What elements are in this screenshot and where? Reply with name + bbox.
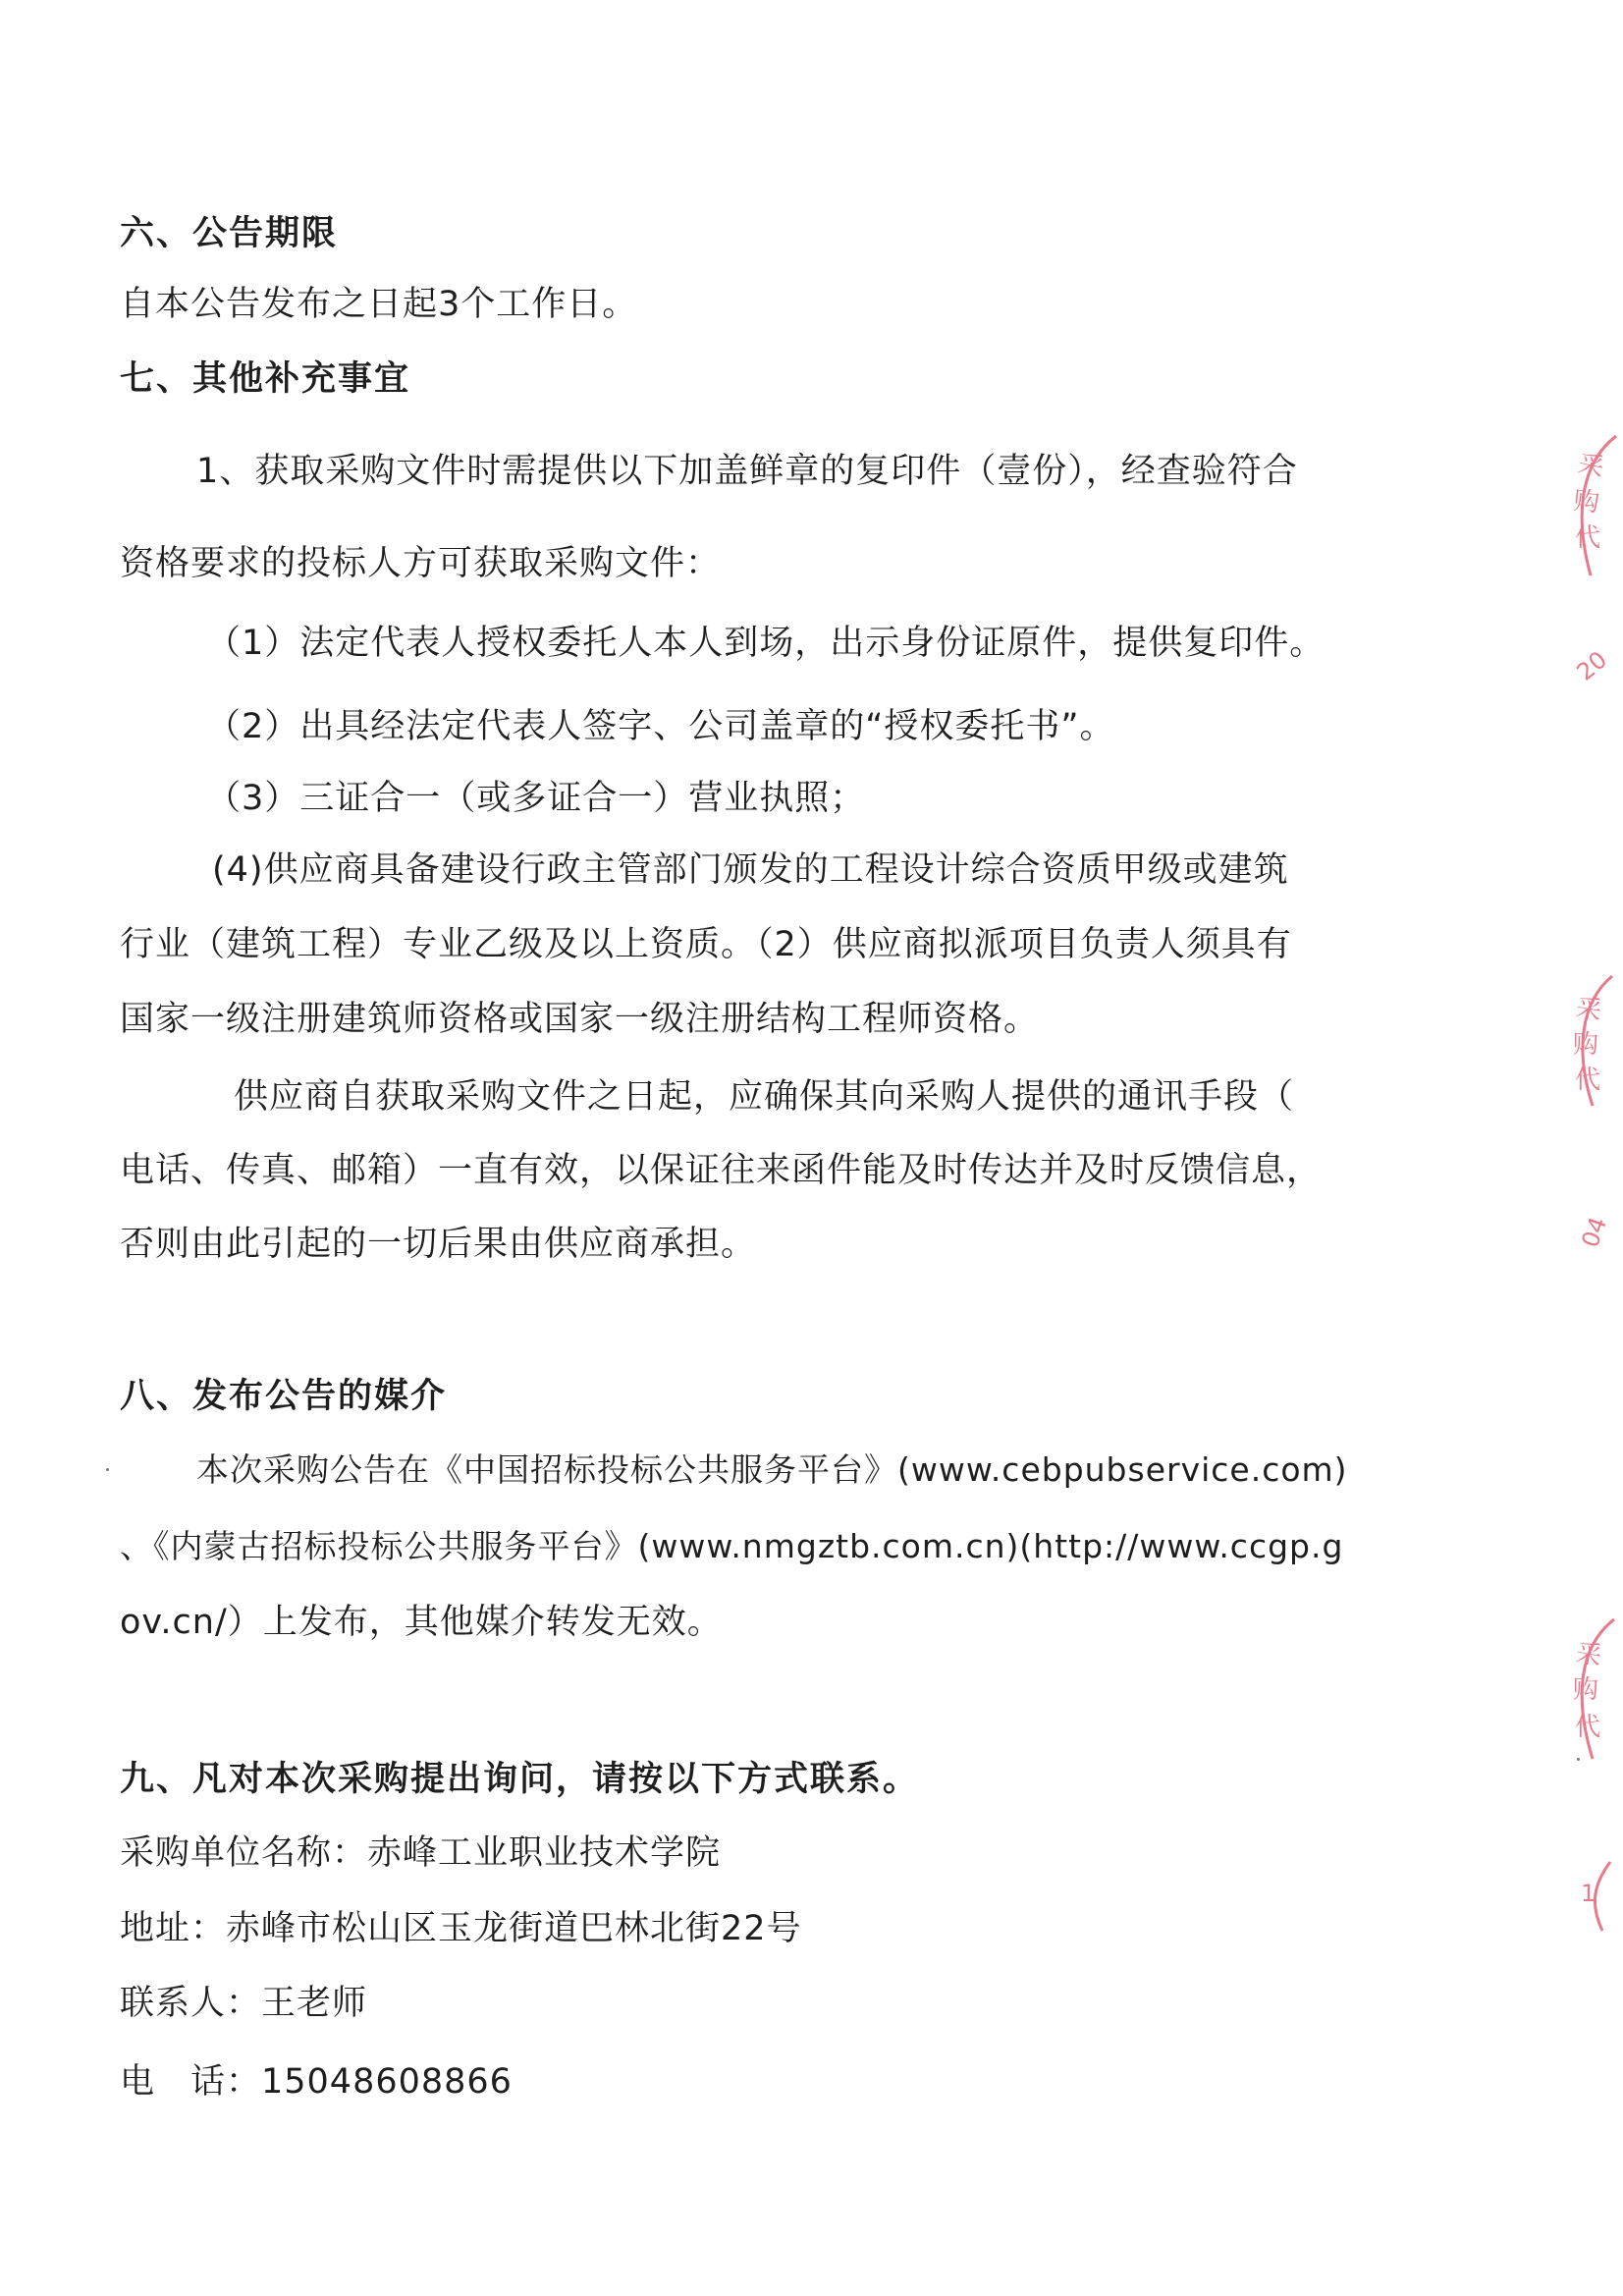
section-7-item1: （1）法定代表人授权委托人本人到场，出示身份证原件，提供复印件。 <box>206 624 1325 663</box>
section-7-item4-line3: 国家一级注册建筑师资格或国家一级注册结构工程师资格。 <box>120 1000 1040 1039</box>
svg-text:1: 1 <box>1581 1880 1596 1907</box>
svg-text:代: 代 <box>1575 523 1601 553</box>
seal-fragment-stamp <box>1563 1203 1620 1272</box>
svg-text:采: 采 <box>1573 993 1604 1027</box>
section-7-para2-line1: 供应商自获取采购文件之日起，应确保其向采购人提供的通讯手段（ <box>234 1077 1295 1117</box>
scan-speck <box>106 1468 109 1471</box>
seal-fragment-stamp <box>1563 972 1620 1110</box>
svg-text:04: 04 <box>1576 1213 1613 1251</box>
section-7-para1-line2: 资格要求的投标人方可获取采购文件： <box>120 544 722 583</box>
section-7-item3: （3）三证合一（或多证合一）营业执照； <box>206 779 866 818</box>
seal-fragment-stamp <box>1563 1615 1620 1763</box>
contact-person: 联系人：王老师 <box>120 1984 368 2023</box>
svg-text:20: 20 <box>1571 645 1613 686</box>
seal-fragment-stamp <box>1563 1856 1620 1935</box>
seal-fragment-stamp <box>1563 432 1620 579</box>
section-7-para2-line3: 否则由此引起的一切后果由供应商承担。 <box>120 1225 757 1264</box>
contact-org: 采购单位名称：赤峰工业职业技术学院 <box>120 1833 722 1873</box>
section-8-line2: 、《内蒙古招标投标公共服务平台》(www.nmgztb.com.cn)(http://www.ccgp.g <box>120 1527 1344 1565</box>
section-6-heading: 六、公告期限 <box>120 214 339 253</box>
svg-text:采: 采 <box>1573 1638 1604 1672</box>
section-9-heading: 九、凡对本次采购提出询问，请按以下方式联系。 <box>120 1760 920 1799</box>
section-8-line3: ov.cn/）上发布，其他媒介转发无效。 <box>120 1603 723 1642</box>
section-8-heading: 八、发布公告的媒介 <box>120 1377 448 1416</box>
contact-address: 地址：赤峰市松山区玉龙街道巴林北街22号 <box>120 1909 802 1948</box>
svg-text:购: 购 <box>1573 1030 1599 1060</box>
svg-text:采: 采 <box>1575 449 1607 484</box>
svg-text:购: 购 <box>1572 486 1601 519</box>
section-7-para1-line1: 1、获取采购文件时需提供以下加盖鲜章的复印件（壹份），经查验符合 <box>196 452 1298 491</box>
section-7-heading: 七、其他补充事宜 <box>120 359 411 399</box>
section-7-item4-line1: (4)供应商具备建设行政主管部门颁发的工程设计综合资质甲级或建筑 <box>212 850 1289 890</box>
section-7-item2: （2）出具经法定代表人签字、公司盖章的“授权委托书”。 <box>206 707 1115 746</box>
section-7-item4-line2: 行业（建筑工程）专业乙级及以上资质。（2）供应商拟派项目负责人须具有 <box>120 925 1292 964</box>
seal-fragment-stamp <box>1563 638 1620 697</box>
svg-text:代: 代 <box>1575 1066 1601 1095</box>
svg-text:代: 代 <box>1575 1713 1601 1742</box>
section-8-line1: 本次采购公告在《中国招标投标公共服务平台》(www.cebpubservice.com) <box>196 1450 1348 1489</box>
contact-phone: 电 话：15048608866 <box>120 2062 513 2102</box>
section-7-para2-line2: 电话、传真、邮箱）一直有效，以保证往来函件能及时传达并及时反馈信息， <box>120 1151 1323 1190</box>
section-6-body: 自本公告发布之日起3个工作日。 <box>120 285 638 324</box>
svg-text:购: 购 <box>1573 1675 1599 1705</box>
